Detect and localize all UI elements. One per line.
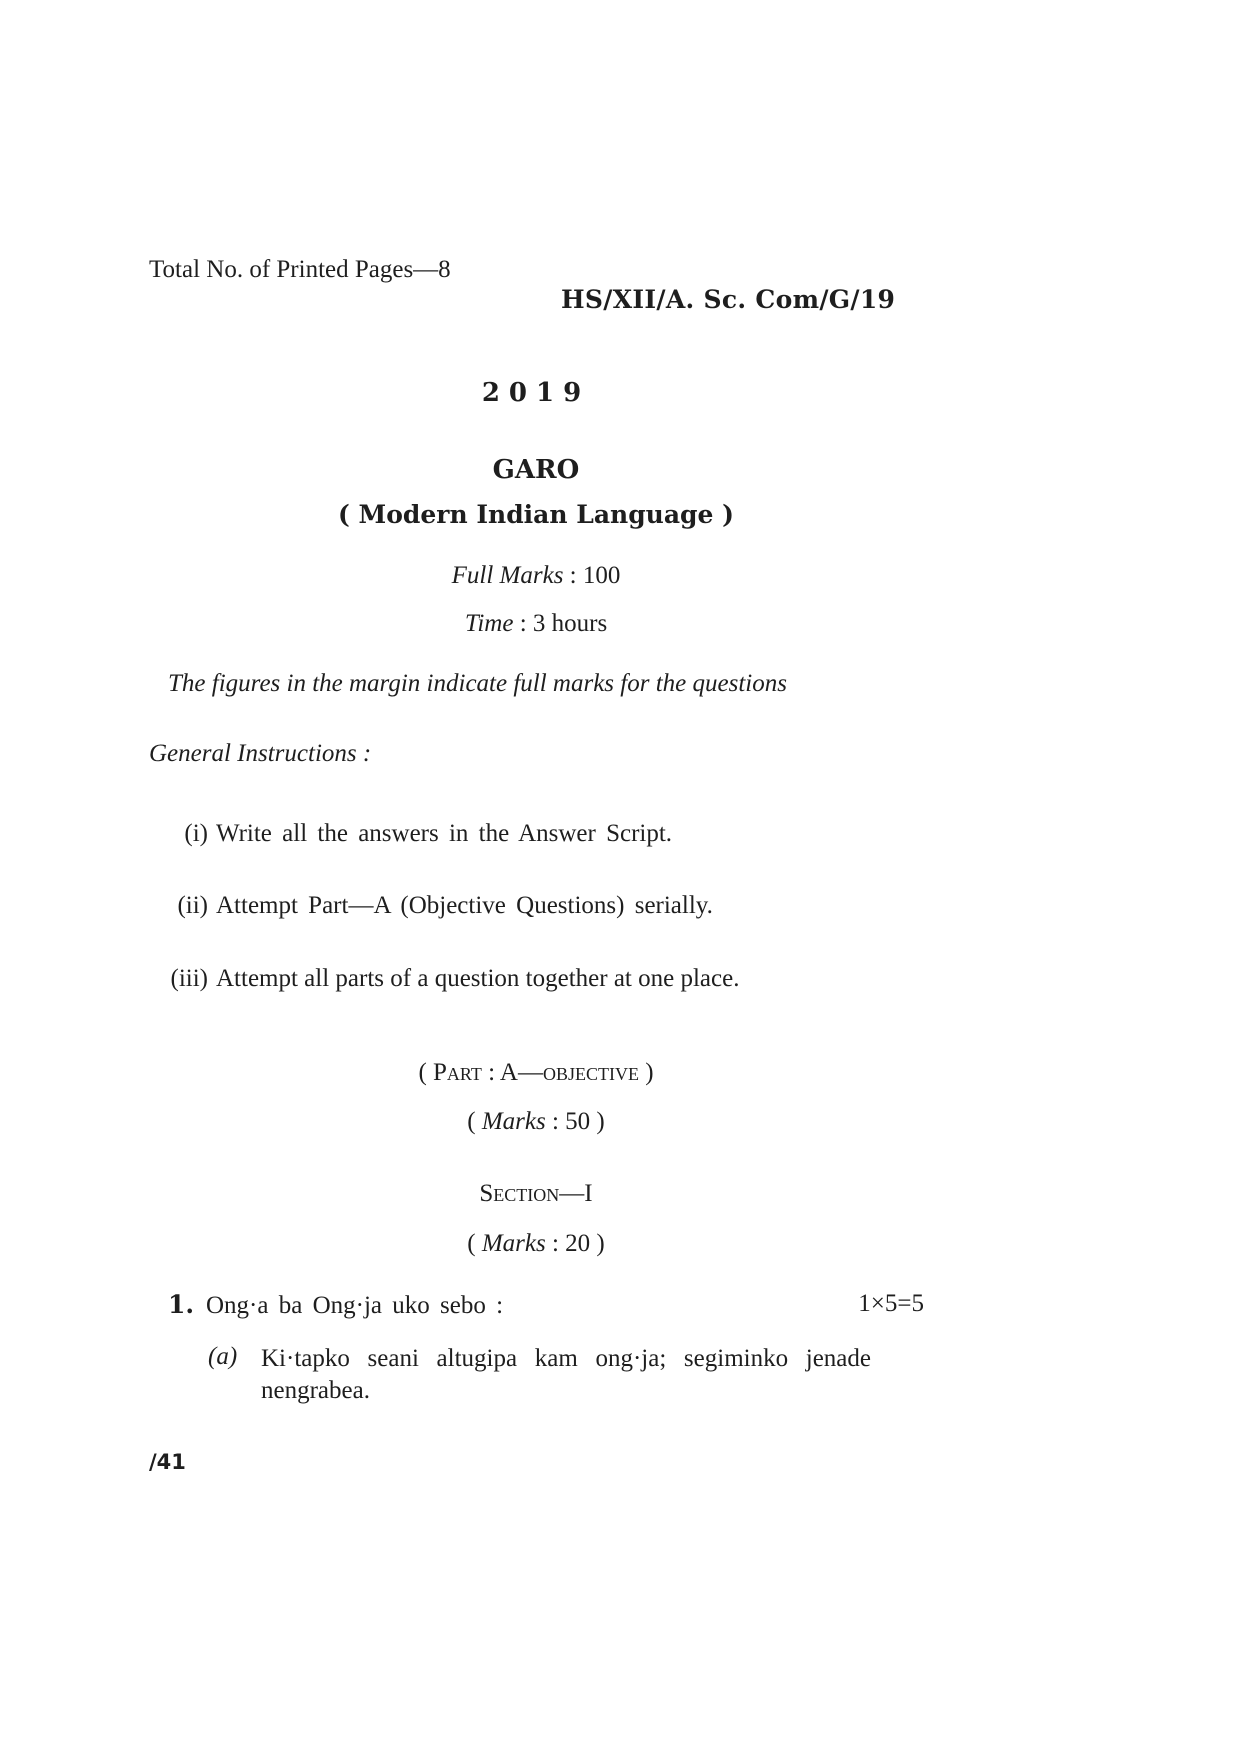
instruction-number: (ii) xyxy=(177,892,208,919)
marks-label: Marks xyxy=(481,1108,546,1135)
marks-label: Marks xyxy=(481,1230,546,1257)
subject-subtitle: ( Modern Indian Language ) xyxy=(338,500,734,529)
time-label: Time xyxy=(464,610,514,637)
section-1-marks xyxy=(0,1230,1072,1258)
page-code: /41 xyxy=(149,1450,186,1474)
paren-open: ( xyxy=(467,1108,482,1135)
paren-close: ) xyxy=(638,1059,654,1086)
instruction-number: (i) xyxy=(184,820,208,847)
paren-open: ( xyxy=(418,1059,434,1086)
question-text: Ong·a ba Ong·ja uko sebo : xyxy=(206,1292,504,1319)
paper-code: HS/XII/A. Sc. Com/G/19 xyxy=(561,285,896,314)
instruction-number: (iii) xyxy=(170,965,208,992)
section-1-heading: Section—I xyxy=(479,1180,593,1207)
full-marks-value: : 100 xyxy=(563,562,621,589)
instruction-item xyxy=(149,892,713,920)
question-1 xyxy=(168,1290,924,1320)
margin-figures-note: The figures in the margin indicate full marks for the questions xyxy=(168,670,787,697)
general-instructions-heading: General Instructions : xyxy=(149,740,372,767)
subject-title: GARO xyxy=(492,455,580,485)
printed-pages-count: Total No. of Printed Pages—8 xyxy=(149,256,451,283)
time-value: : 3 hours xyxy=(513,610,608,637)
instruction-text: Write all the answers in the Answer Script. xyxy=(216,820,673,847)
full-marks xyxy=(0,562,1072,590)
sub-question-text: Ki·tapko seani altugipa kam ong·ja; segiminko jenade nengrabea. xyxy=(261,1345,871,1404)
question-marks: 1×5=5 xyxy=(858,1290,924,1317)
paren-open: ( xyxy=(467,1230,482,1257)
part-a-heading xyxy=(0,1059,1072,1087)
instruction-text: Attempt Part—A (Objective Questions) serially. xyxy=(216,892,713,919)
exam-year: 2019 xyxy=(481,378,591,408)
marks-value: : 50 ) xyxy=(545,1108,605,1135)
instruction-item xyxy=(149,820,672,848)
full-marks-label: Full Marks xyxy=(451,562,564,589)
sub-question-label: (a) xyxy=(208,1343,238,1370)
marks-value: : 20 ) xyxy=(545,1230,605,1257)
exam-time xyxy=(0,610,1072,638)
instruction-text: Attempt all parts of a question together at one place. xyxy=(216,965,740,992)
part-a-marks xyxy=(0,1108,1072,1136)
instruction-item xyxy=(149,965,739,993)
question-number: 1. xyxy=(168,1290,195,1319)
part-a-label: Part : A—objective xyxy=(433,1059,639,1086)
